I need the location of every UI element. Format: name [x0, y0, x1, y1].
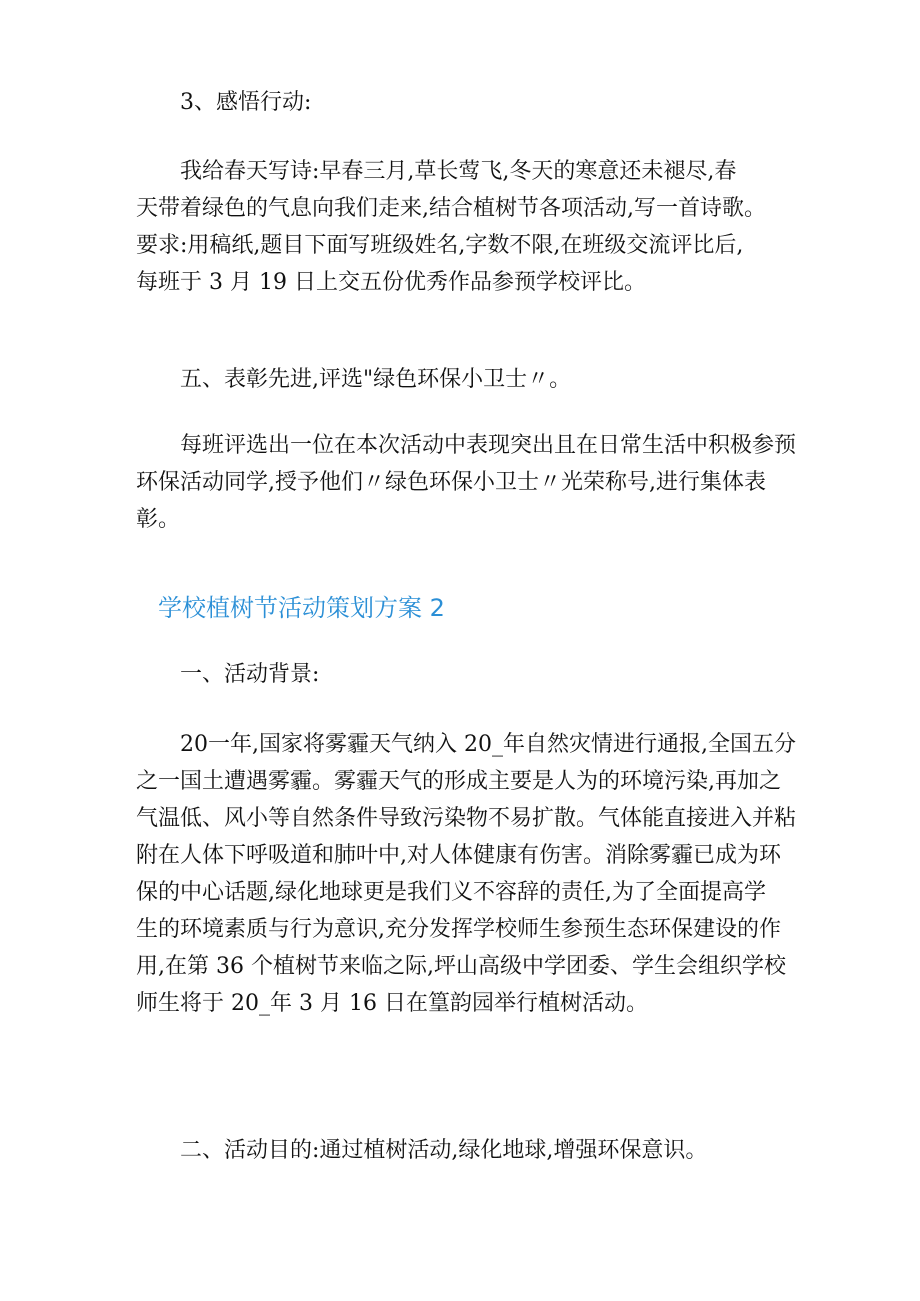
paragraph-line: 生的环境素质与行为意识,充分发挥学校师生参预生态环保建设的作: [136, 917, 781, 942]
section5-heading: 五、表彰先进,评选"绿色环保小卫士〃。: [180, 367, 572, 392]
poem-paragraph: [136, 153, 816, 301]
purpose-line: 二、活动目的:通过植树活动,绿化地球,增强环保意识。: [180, 1138, 708, 1163]
paragraph-line: 要求:用稿纸,题目下面写班级姓名,字数不限,在班级交流评比后,: [136, 233, 744, 258]
background-paragraph: [136, 726, 816, 1022]
paragraph-line: 环保活动同学,授予他们〃绿色环保小卫士〃光荣称号,进行集体表: [136, 470, 766, 495]
paragraph-line: 我给春天写诗:早春三月,草长莺飞,冬天的寒意还未褪尽,春: [180, 159, 737, 184]
paragraph-line: 师生将于 20_年 3 月 16 日在篁韵园举行植树活动。: [136, 991, 648, 1016]
paragraph-line: 气温低、风小等自然条件导致污染物不易扩散。气体能直接进入并粘: [136, 806, 797, 831]
section2-title: 学校植树节活动策划方案 2: [158, 594, 445, 622]
paragraph-line: 天带着绿色的气息向我们走来,结合植树节各项活动,写一首诗歌。: [136, 196, 766, 221]
paragraph-line: 保的中心话题,绿化地球更是我们义不容辞的责任,为了全面提高学: [136, 880, 766, 905]
paragraph-line: 每班评选出一位在本次活动中表现突出且在日常生活中积极参预: [180, 433, 797, 458]
item3-heading: 3、感悟行动:: [180, 90, 312, 115]
paragraph-line: 之一国土遭遇雾霾。雾霾天气的形成主要是人为的环境污染,再加之: [136, 769, 781, 794]
paragraph-line: 20一年,国家将雾霾天气纳入 20_年自然灾情进行通报,全国五分: [180, 732, 796, 757]
award-paragraph: [136, 427, 816, 538]
paragraph-line: 每班于 3 月 19 日上交五份优秀作品参预学校评比。: [136, 270, 646, 295]
paragraph-line: 彰。: [136, 507, 181, 532]
background-heading: 一、活动背景:: [180, 662, 320, 687]
paragraph-line: 附在人体下呼吸道和肺叶中,对人体健康有伤害。消除雾霾已成为环: [136, 843, 781, 868]
paragraph-line: 用,在第 36 个植树节来临之际,坪山高级中学团委、学生会组织学校: [136, 954, 786, 979]
